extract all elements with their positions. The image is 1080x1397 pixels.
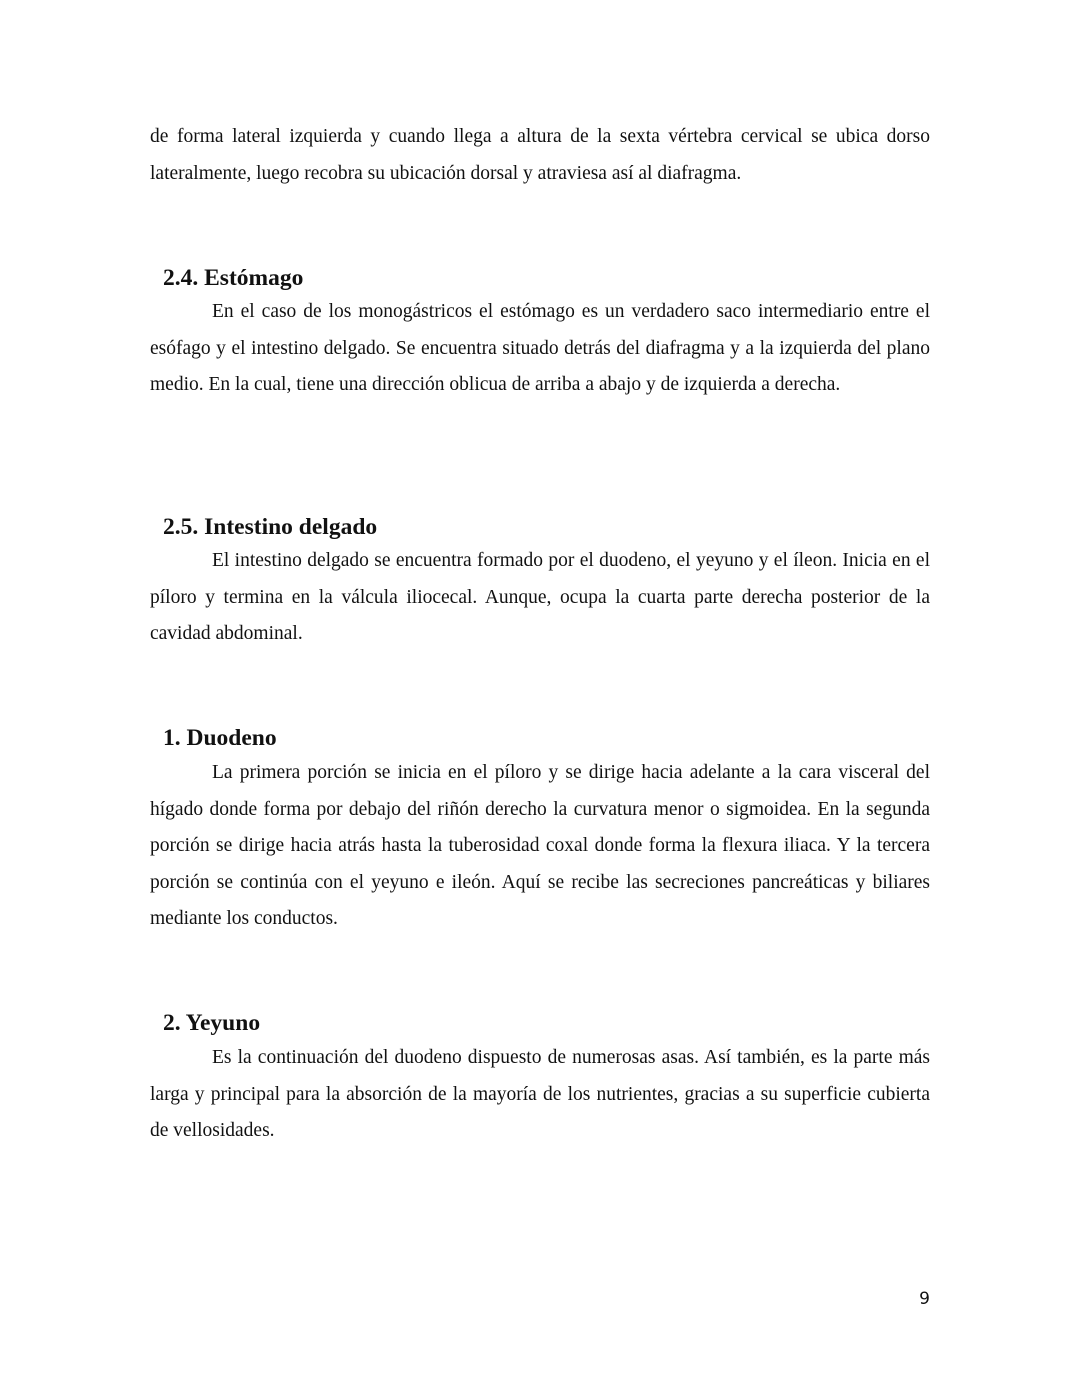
section-heading-intestino-delgado: 2.5. Intestino delgado: [163, 514, 378, 540]
section-paragraph-duodeno: La primera porción se inicia en el píloro y se dirige hacia adelante a la cara visceral del hígado donde forma por debajo del riñón derecho la curvatura menor o sigmoidea. En la segunda porción se dirige hacia atrás hasta la tuberosidad coxal donde forma la flexura iliaca. Y la tercera porción se continúa con el yeyuno e ileón. Aquí se recibe las secreciones pancreáticas y biliares mediante los conductos.: [150, 762, 930, 929]
section-heading-duodeno: 1. Duodeno: [163, 725, 277, 751]
continuation-paragraph: de forma lateral izquierda y cuando llega a altura de la sexta vértebra cervical se ubica dorso lateralmente, luego recobra su ubicación dorsal y atraviesa así al diafragma.: [150, 126, 930, 184]
section-heading-yeyuno: 2. Yeyuno: [163, 1010, 261, 1036]
section-paragraph-intestino-delgado: El intestino delgado se encuentra formado por el duodeno, el yeyuno y el íleon. Inicia en el píloro y termina en la válcula iliocecal. Aunque, ocupa la cuarta parte derecha posterior de la cavidad abdominal.: [150, 550, 930, 644]
section-paragraph-yeyuno: Es la continuación del duodeno dispuesto de numerosas asas. Así también, es la parte más larga y principal para la absorción de la mayoría de los nutrientes, gracias a su superficie cubierta de vellosidades.: [150, 1047, 930, 1141]
section-paragraph-estomago: En el caso de los monogástricos el estómago es un verdadero saco intermediario entre el esófago y el intestino delgado. Se encuentra situado detrás del diafragma y a la izquierda del plano medio. En la cual, tiene una dirección oblicua de arriba a abajo y de izquierda a derecha.: [150, 301, 930, 395]
section-heading-estomago: 2.4. Estómago: [163, 265, 304, 291]
page-number: 9: [919, 1289, 930, 1309]
